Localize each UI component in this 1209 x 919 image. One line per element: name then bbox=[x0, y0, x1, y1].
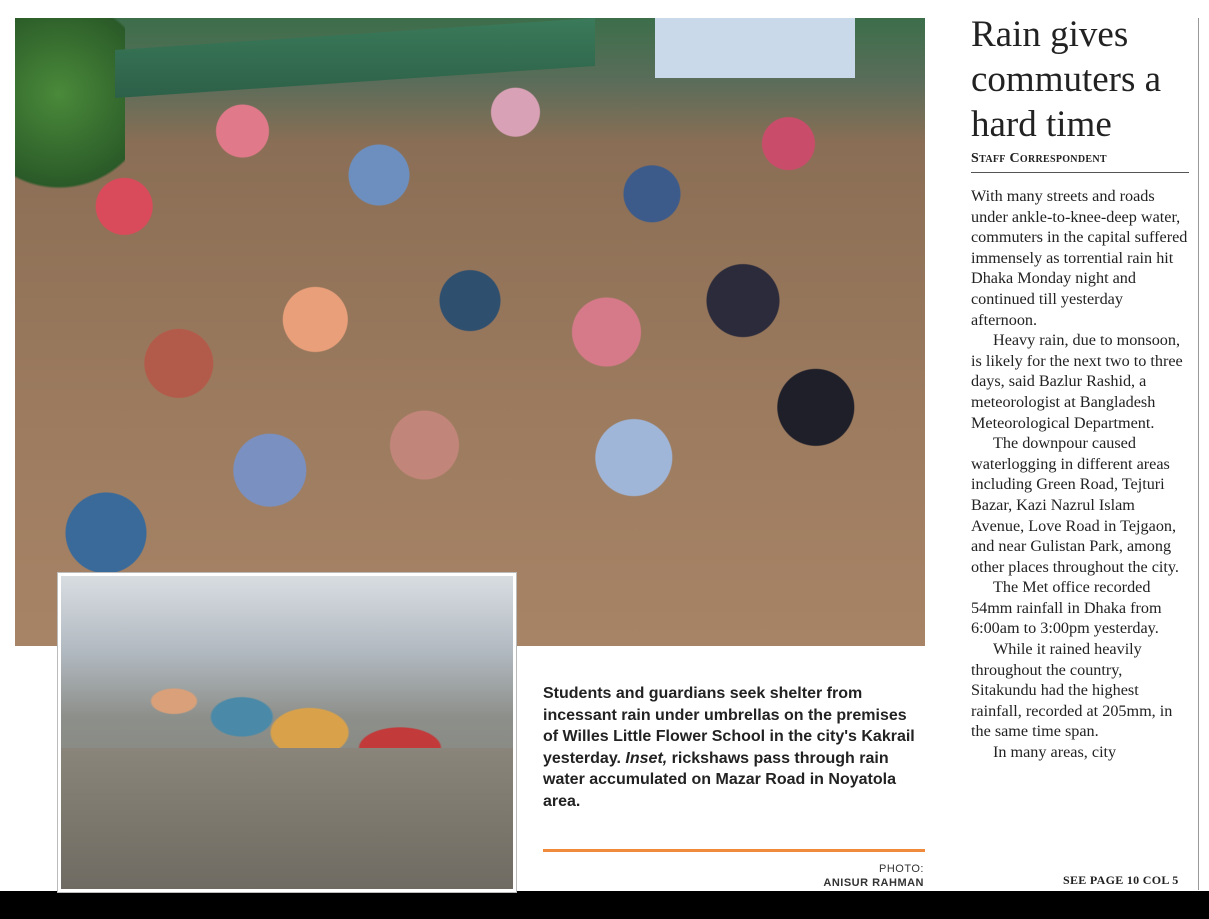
article-paragraph: The downpour caused waterlogging in different areas including Green Road, Tejturi Bazar, Kazi Nazrul Islam Avenue, Love Road in Tejgaon, and near Gulistan Park, among other places throughout the city. bbox=[971, 434, 1179, 576]
caption-divider bbox=[543, 849, 925, 852]
photo-building bbox=[655, 18, 855, 78]
main-photo-umbrellas-crowd bbox=[15, 18, 925, 646]
jump-line: SEE PAGE 10 COL 5 bbox=[1063, 873, 1179, 887]
photo-credit bbox=[823, 862, 924, 890]
article-paragraph: While it rained heavily throughout the country, Sitakundu had the highest rainfall, recorded at 205mm, in the same time span. bbox=[971, 640, 1173, 741]
photo-credit-name: ANISUR RAHMAN bbox=[823, 877, 924, 889]
inset-floodwater bbox=[61, 748, 513, 889]
photo-caption bbox=[543, 683, 918, 812]
caption-text-1: Students and guardians seek shelter from incessant rain under umbrellas on the premises of Willes Little Flower School in the city's Kakrail yesterday. bbox=[543, 685, 915, 767]
photo-tree bbox=[15, 18, 125, 208]
article-paragraph: Heavy rain, due to monsoon, is likely for the next two to three days, said Bazlur Rashid, a meteorologist at Bangladesh Meteorological Department. bbox=[971, 331, 1183, 432]
article-paragraph: In many areas, city bbox=[993, 743, 1117, 762]
article-paragraph: With many streets and roads under ankle-to-knee-deep water, commuters in the capital suffered immensely as torrential rain hit Dhaka Monday night and continued till yesterday afternoon. bbox=[971, 187, 1188, 329]
article-paragraph: The Met office recorded 54mm rainfall in Dhaka from 6:00am to 3:00pm yesterday. bbox=[971, 578, 1162, 638]
photo-awning bbox=[115, 18, 595, 98]
article-headline: Rain gives commuters a hard time bbox=[971, 14, 1162, 145]
article-byline: Staff Correspondent bbox=[971, 151, 1189, 173]
article-body bbox=[971, 186, 1191, 763]
column-rule bbox=[1198, 18, 1199, 890]
caption-text-2: rickshaws pass through rain water accumulated on Mazar Road in Noyatola area. bbox=[543, 749, 896, 810]
caption-inset-label: Inset, bbox=[625, 749, 668, 767]
photo-credit-label: PHOTO: bbox=[879, 863, 924, 875]
inset-photo-rickshaws bbox=[58, 573, 516, 892]
